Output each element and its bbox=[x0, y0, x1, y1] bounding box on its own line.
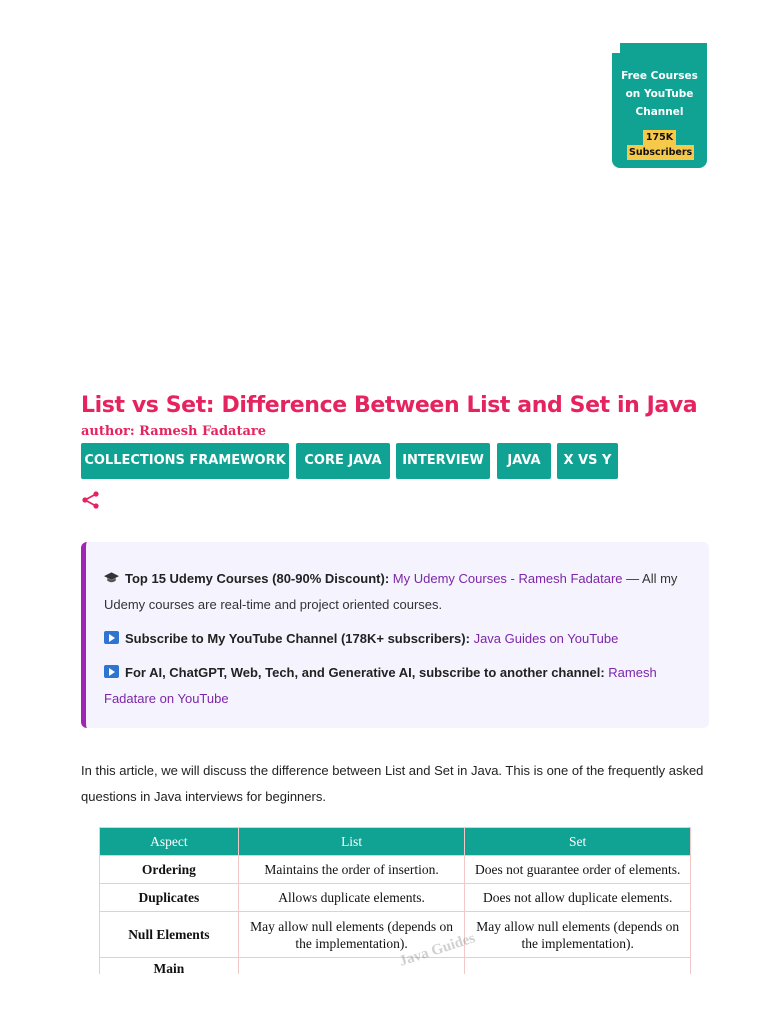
widget-line-3: Channel bbox=[635, 106, 684, 118]
table-header-row bbox=[100, 828, 691, 856]
tag-interview[interactable]: INTERVIEW bbox=[396, 443, 490, 479]
table-header: Set bbox=[465, 828, 691, 856]
table-cell: Maintains the order of insertion. bbox=[238, 856, 465, 884]
table-cell: Does not guarantee order of elements. bbox=[465, 856, 691, 884]
tag-core-java[interactable]: CORE JAVA bbox=[296, 443, 390, 479]
intro-paragraph: In this article, we will discuss the difference between List and Set in Java. This is one of the frequently asked questions in Java interviews for beginners. bbox=[81, 763, 704, 804]
udemy-notice-label: Top 15 Udemy Courses (80-90% Discount): bbox=[125, 571, 390, 586]
table-header: List bbox=[238, 828, 465, 856]
table-cell: Null Elements bbox=[100, 912, 239, 958]
table-row bbox=[100, 856, 691, 884]
subscriber-label: Subscribers bbox=[629, 147, 693, 158]
ai-notice-label: For AI, ChatGPT, Web, Tech, and Generative AI, subscribe to another channel: bbox=[125, 665, 605, 680]
watermark: Java Guides bbox=[397, 930, 478, 970]
table-header: Aspect bbox=[100, 828, 239, 856]
table-cell: May allow null elements (depends on the implementation). bbox=[238, 912, 465, 958]
tag-collections-framework[interactable]: COLLECTIONS FRAMEWORK bbox=[81, 443, 289, 479]
widget-line-1: Free Courses bbox=[621, 70, 698, 82]
table-cell: Ordering bbox=[100, 856, 239, 884]
comparison-table bbox=[99, 827, 691, 974]
table-cell bbox=[465, 958, 691, 975]
widget-line-2: on YouTube bbox=[625, 88, 694, 100]
subscriber-count: 175K bbox=[643, 130, 676, 145]
table-cell: Duplicates bbox=[100, 884, 239, 912]
table-row bbox=[100, 958, 691, 975]
table-cell: Allows duplicate elements. bbox=[238, 884, 465, 912]
author-line: author: Ramesh Fadatare bbox=[81, 424, 267, 439]
tag-java[interactable]: JAVA bbox=[497, 443, 551, 479]
table-row bbox=[100, 912, 691, 958]
java-guides-youtube-link[interactable]: Java Guides on YouTube bbox=[473, 631, 619, 646]
page-title: List vs Set: Difference Between List and Set in Java bbox=[81, 393, 698, 418]
udemy-courses-link[interactable]: My Udemy Courses - Ramesh Fadatare bbox=[392, 571, 623, 586]
table-cell: Does not allow duplicate elements. bbox=[465, 884, 691, 912]
udemy-notice-text: — All my Udemy courses are real-time and project oriented courses. bbox=[104, 571, 678, 612]
table-cell: Main bbox=[100, 958, 239, 975]
table-cell: May allow null elements (depends on the implementation). bbox=[465, 912, 691, 958]
tag-x-vs-y[interactable]: X VS Y bbox=[557, 443, 618, 479]
youtube-notice-label: Subscribe to My YouTube Channel (178K+ subscribers): bbox=[125, 631, 470, 646]
ramesh-fadatare-youtube-link[interactable]: Ramesh Fadatare on YouTube bbox=[104, 665, 657, 706]
table-row bbox=[100, 884, 691, 912]
